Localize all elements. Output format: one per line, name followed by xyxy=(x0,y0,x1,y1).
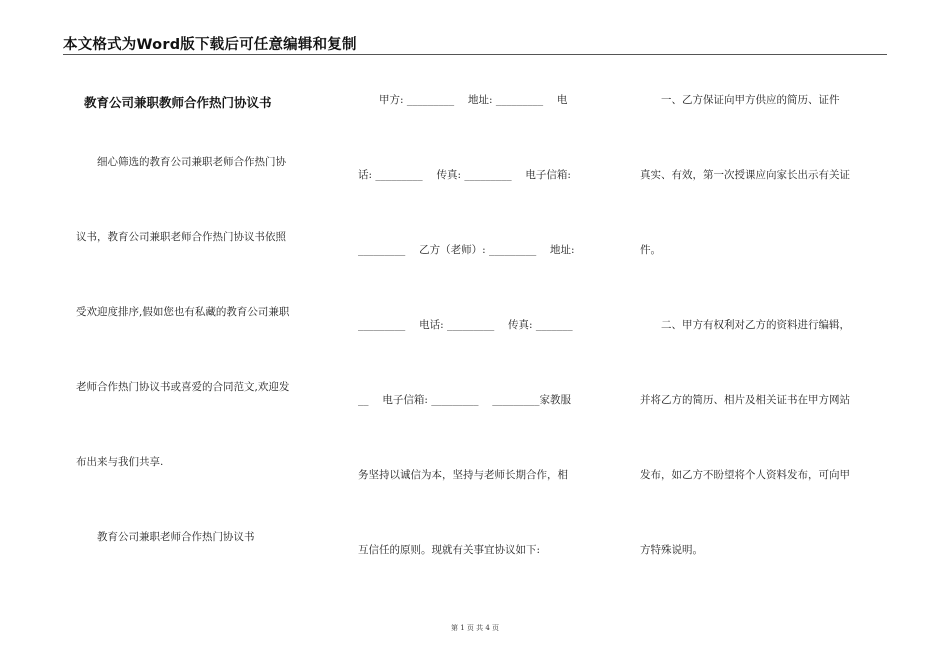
column-3-line: 一、乙方保证向甲方供应的简历、证件 xyxy=(640,94,840,106)
document-banner: 本文格式为Word版下载后可任意编辑和复制 xyxy=(63,37,357,53)
column-2-line: _________ 电话: _________ 传真: _______ xyxy=(358,319,573,331)
document-title: 教育公司兼职教师合作热门协议书 xyxy=(84,95,272,110)
column-3-line: 件。 xyxy=(640,244,661,256)
column-3-line: 真实、有效，第一次授课应向家长出示有关证 xyxy=(640,169,850,181)
column-3-line: 并将乙方的简历、相片及相关证书在甲方网站 xyxy=(640,394,850,406)
column-1-line: 布出来与我们共享. xyxy=(76,456,164,468)
column-2-line: _________ 乙方（老师）: _________ 地址: xyxy=(358,244,575,256)
column-1-line: 受欢迎度排序,假如您也有私藏的教育公司兼职 xyxy=(76,306,290,318)
column-1-line: 议书，教育公司兼职老师合作热门协议书依照 xyxy=(76,231,286,243)
column-1-line: 老师合作热门协议书或喜爱的合同范文,欢迎发 xyxy=(76,381,290,393)
column-2-line: 话: _________ 传真: _________ 电子信箱: xyxy=(358,169,571,181)
header-divider xyxy=(63,54,887,55)
column-3-line: 发布，如乙方不盼望将个人资料发布，可向甲 xyxy=(640,469,850,481)
column-3-line: 方特殊说明。 xyxy=(640,544,703,556)
column-2-line: 互信任的原则。现就有关事宜协议如下: xyxy=(358,544,541,556)
page-number: 第 1 页 共 4 页 xyxy=(450,624,500,632)
column-1-line: 教育公司兼职老师合作热门协议书 xyxy=(76,531,255,543)
column-2-line: 甲方: _________ 地址: _________ 电 xyxy=(358,94,568,106)
column-1-line: 细心筛选的教育公司兼职老师合作热门协 xyxy=(76,156,286,168)
column-3-line: 二、甲方有权利对乙方的资料进行编辑， xyxy=(640,319,850,331)
column-2-line: __ 电子信箱: _________ _________家教服 xyxy=(358,394,572,406)
column-2-line: 务坚持以诚信为本，坚持与老师长期合作，相 xyxy=(358,469,568,481)
